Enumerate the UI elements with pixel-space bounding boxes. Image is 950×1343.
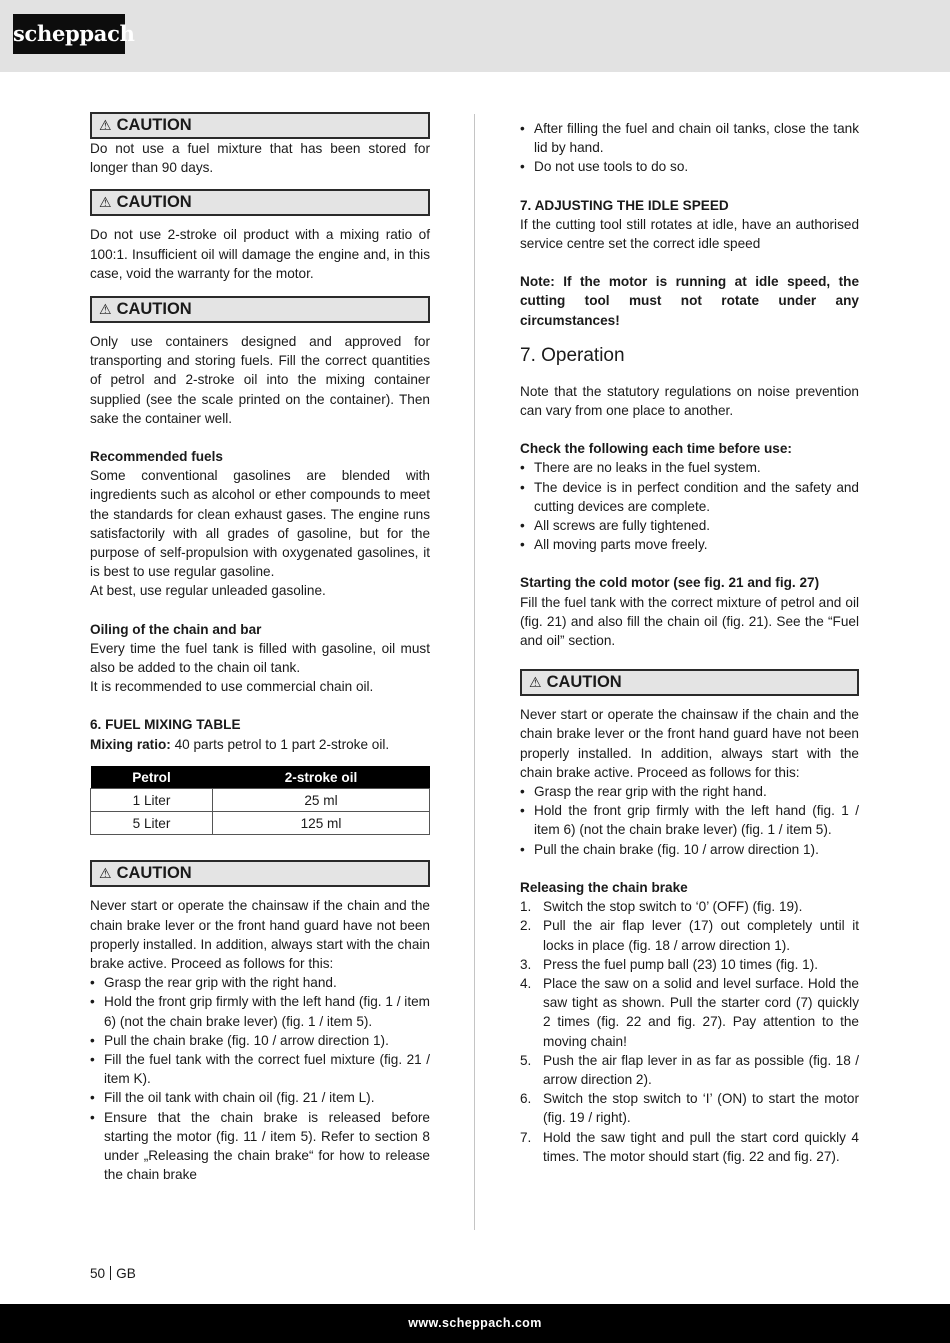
step-number: 6. xyxy=(520,1091,532,1107)
list-item: • Fill the fuel tank with the correct fuel mixture (fig. 21 / item K). xyxy=(90,1050,430,1088)
oiling-heading: Oiling of the chain and bar xyxy=(90,621,262,637)
caution-box xyxy=(90,112,430,139)
caution-box xyxy=(90,189,430,216)
list-item: • All moving parts move freely. xyxy=(520,535,859,554)
list-item xyxy=(520,974,859,1051)
table-header-cell: 2-stroke oil xyxy=(213,766,430,789)
step-text: Hold the saw tight and pull the start cord quickly 4 times. The motor should start (fig. 22 and fig. 27). xyxy=(543,1129,859,1164)
caution-text: Do not use 2-stroke oil product with a mixing ratio of 100:1. Insufficient oil will damage the engine and, in this case, void the warranty for the motor. xyxy=(90,227,430,281)
tank-list xyxy=(520,119,859,177)
caution-box xyxy=(520,669,859,696)
step-text: Pull the air flap lever (17) out completely until it locks in place (fig. 18 / arrow direction 1). xyxy=(543,918,859,953)
cold-start-heading: Starting the cold motor (see fig. 21 and fig. 27) xyxy=(520,575,820,591)
fuels-heading: Recommended fuels xyxy=(90,449,223,465)
caution-title: CAUTION xyxy=(116,299,192,318)
warning-triangle-icon: ⚠ xyxy=(529,674,542,691)
list-item: • After filling the fuel and chain oil tanks, close the tank lid by hand. xyxy=(520,119,859,157)
table-header-cell: Petrol xyxy=(91,766,213,789)
caution-text: Only use containers designed and approved for transporting and storing fuels. Fill the correct quantities of petrol and 2-stroke oil into the mixing container supplied (see the scale printed on the container). Then sake the container well. xyxy=(90,334,430,426)
list-item: • All screws are fully tightened. xyxy=(520,516,859,535)
warning-triangle-icon: ⚠ xyxy=(99,116,112,133)
list-item: • The device is in perfect condition and the safety and cutting devices are complete. xyxy=(520,478,859,516)
oiling-text: Every time the fuel tank is filled with gasoline, oil must also be added to the chain oil tank. xyxy=(90,640,430,676)
fuels-text: Some conventional gasolines are blended with ingredients such as alcohol or ether compounds to meet the standards for clean exhaust gases. The engine runs satisfactorily with all grades of gasoline, but for the purpose of self-propulsion with oxygenated gasolines, it is best to use regular gasoline. xyxy=(90,468,430,580)
warning-triangle-icon: ⚠ xyxy=(99,865,112,882)
list-item: • There are no leaks in the fuel system. xyxy=(520,458,859,477)
list-item xyxy=(520,916,859,954)
operation-text: Note that the statutory regulations on noise prevention can vary from one place to another. xyxy=(520,383,859,419)
caution-title: CAUTION xyxy=(116,864,192,883)
list-item xyxy=(520,1128,859,1166)
right-column xyxy=(520,119,859,1166)
mixing-ratio-label: Mixing ratio: xyxy=(90,736,171,752)
list-item: • Fill the oil tank with chain oil (fig. 21 / item L). xyxy=(90,1088,430,1107)
list-item: • Hold the front grip firmly with the left hand (fig. 1 / item 6) (not the chain brake lever) (fig. 1 / item 5). xyxy=(520,801,859,839)
caution-title: CAUTION xyxy=(116,193,192,212)
list-item xyxy=(520,897,859,916)
caution-text: Never start or operate the chainsaw if the chain and the chain brake lever or the front hand guard have not been properly installed. In addition, always start with the chain brake active. Proceed as follows for this: xyxy=(520,707,859,780)
release-steps xyxy=(520,897,859,1166)
oiling-text-2: It is recommended to use commercial chain oil. xyxy=(90,679,374,695)
list-item: • Do not use tools to do so. xyxy=(520,157,859,176)
step-number: 7. xyxy=(520,1129,532,1145)
list-item xyxy=(520,955,859,974)
check-list xyxy=(520,458,859,554)
list-item: • Grasp the rear grip with the right hand. xyxy=(520,782,859,801)
warning-triangle-icon: ⚠ xyxy=(99,194,112,211)
fuels-text-2: At best, use regular unleaded gasoline. xyxy=(90,583,326,599)
caution-list xyxy=(520,782,859,859)
list-item: • Grasp the rear grip with the right hand. xyxy=(90,973,430,992)
step-text: Press the fuel pump ball (23) 10 times (fig. 1). xyxy=(543,956,819,972)
step-text: Place the saw on a solid and level surface. Hold the saw tight as shown. Pull the starter cord (7) quickly 2 times (fig. 22 and fig. 27). Pay attention to the moving chain! xyxy=(543,975,859,1049)
table-cell: 25 ml xyxy=(213,789,430,812)
check-heading: Check the following each time before use: xyxy=(520,441,792,457)
scheppach-logo: scheppach xyxy=(13,14,125,54)
step-number: 3. xyxy=(520,956,532,972)
idle-speed-heading: 7. ADJUSTING THE IDLE SPEED xyxy=(520,197,729,213)
mixing-ratio xyxy=(90,735,430,754)
page-number-value: 50 xyxy=(90,1266,106,1281)
mixing-ratio-value: 40 parts petrol to 1 part 2-stroke oil. xyxy=(170,736,390,752)
step-text: Switch the stop switch to ‘I’ (ON) to start the motor (fig. 19 / right). xyxy=(543,1091,859,1126)
release-brake-heading: Releasing the chain brake xyxy=(520,879,688,895)
idle-speed-text: If the cutting tool still rotates at idle, have an authorised service centre set the correct idle speed xyxy=(520,216,859,252)
table-row xyxy=(91,812,430,835)
caution-box xyxy=(90,860,430,887)
caution-title: CAUTION xyxy=(116,115,192,134)
caution-list xyxy=(90,973,430,1184)
caution-box xyxy=(90,296,430,323)
list-item: • Pull the chain brake (fig. 10 / arrow direction 1). xyxy=(90,1031,430,1050)
step-text: Switch the stop switch to ‘0’ (OFF) (fig. 19). xyxy=(543,899,803,915)
column-divider xyxy=(474,114,475,1230)
table-row xyxy=(91,789,430,812)
page-separator xyxy=(110,1266,111,1280)
step-number: 4. xyxy=(520,975,532,991)
operation-heading: 7. Operation xyxy=(520,344,625,366)
left-column xyxy=(90,112,430,1184)
list-item: • Hold the front grip firmly with the left hand (fig. 1 / item 6) (not the chain brake lever) (fig. 1 / item 5). xyxy=(90,992,430,1030)
caution-text: Do not use a fuel mixture that has been stored for longer than 90 days. xyxy=(90,141,430,176)
website-link[interactable]: www.scheppach.com xyxy=(408,1316,542,1330)
list-item xyxy=(520,1089,859,1127)
step-number: 1. xyxy=(520,899,532,915)
warning-triangle-icon: ⚠ xyxy=(99,300,112,317)
step-number: 2. xyxy=(520,918,532,934)
list-item: • Pull the chain brake (fig. 10 / arrow direction 1). xyxy=(520,840,859,859)
caution-text: Never start or operate the chainsaw if the chain and the chain brake lever or the front hand guard have not been properly installed. In addition, always start with the chain brake active. Proceed as follows for this: xyxy=(90,898,430,971)
footer-bar xyxy=(0,1304,950,1343)
mixing-table-heading: 6. FUEL MIXING TABLE xyxy=(90,717,241,733)
language-code: GB xyxy=(116,1266,136,1281)
step-number: 5. xyxy=(520,1052,532,1068)
table-cell: 5 Liter xyxy=(91,812,213,835)
list-item: • Ensure that the chain brake is released before starting the motor (fig. 11 / item 5). Refer to section 8 under „Releasing the chain brake“ for how to release the chain brake xyxy=(90,1108,430,1185)
table-cell: 1 Liter xyxy=(91,789,213,812)
table-header-row xyxy=(91,766,430,789)
caution-title: CAUTION xyxy=(546,673,622,692)
fuel-mixing-table xyxy=(90,766,430,836)
page-number xyxy=(90,1264,136,1283)
list-item xyxy=(520,1051,859,1089)
cold-start-text: Fill the fuel tank with the correct mixture of petrol and oil (fig. 21) and also fill the chain oil (fig. 21). See the “Fuel and oil” section. xyxy=(520,594,859,649)
idle-speed-note: Note: If the motor is running at idle speed, the cutting tool must not rotate under any circumstances! xyxy=(520,274,859,328)
header-bar xyxy=(0,0,950,72)
table-cell: 125 ml xyxy=(213,812,430,835)
step-text: Push the air flap lever in as far as possible (fig. 18 / arrow direction 2). xyxy=(543,1052,859,1087)
